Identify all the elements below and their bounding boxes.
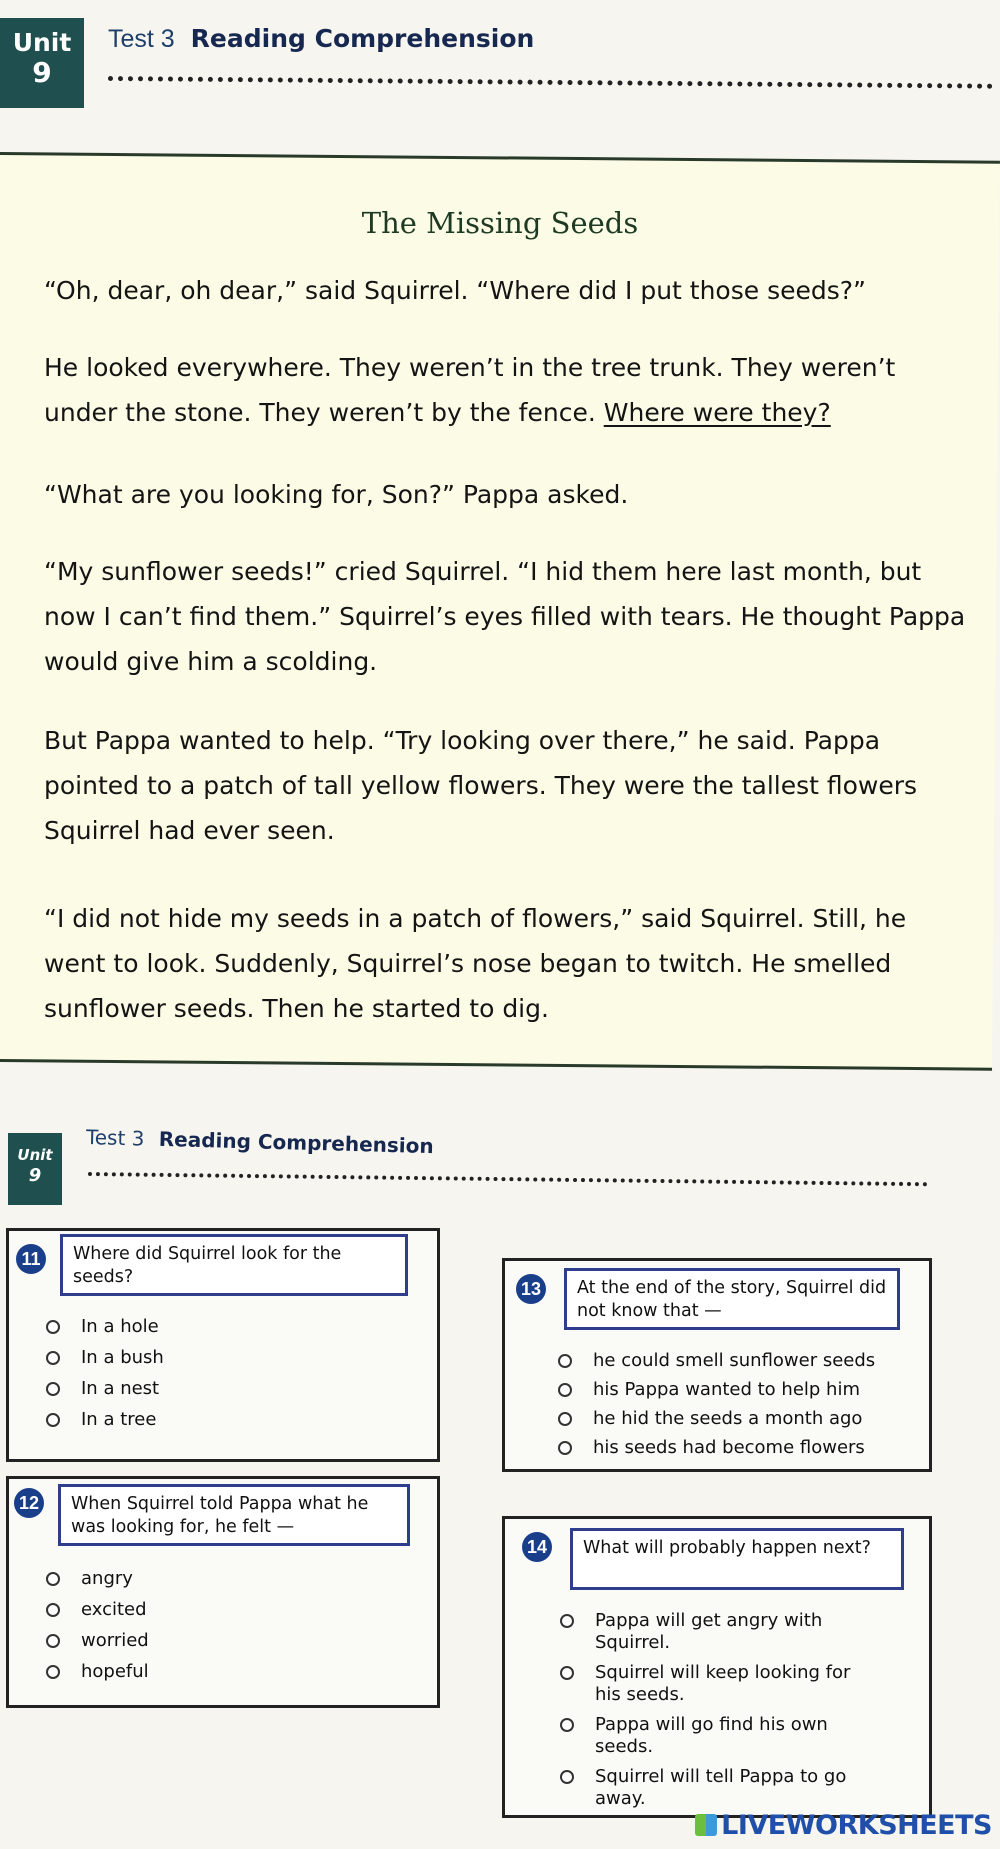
- option-label: Squirrel will keep looking for his seeds.: [595, 1662, 851, 1705]
- dotted-divider: [88, 1172, 928, 1186]
- unit-label: Unit: [12, 28, 72, 57]
- test-header: [108, 24, 534, 54]
- unit-tab-small: [8, 1133, 62, 1205]
- dotted-divider: [108, 76, 993, 89]
- radio-circle[interactable]: [46, 1382, 60, 1396]
- story-paragraph: “My sunflower seeds!” cried Squirrel. “I hid them here last month, but now I can’t find them.” Squirrel’s eyes filled with tears. He thought Pappa would give him a scolding.: [44, 557, 966, 676]
- option-label: Pappa will get angry with Squirrel.: [595, 1610, 823, 1653]
- radio-circle[interactable]: [46, 1413, 60, 1427]
- option-label: his seeds had become flowers: [593, 1437, 865, 1458]
- radio-circle[interactable]: [46, 1665, 60, 1679]
- option-label: hopeful: [81, 1661, 149, 1682]
- unit-tab: [0, 18, 84, 108]
- test-label: Test 3: [85, 1125, 145, 1151]
- option-label: excited: [81, 1599, 147, 1620]
- question-stem: What will probably happen next?: [570, 1528, 904, 1590]
- unit-number: 9: [28, 1165, 42, 1186]
- radio-circle[interactable]: [46, 1634, 60, 1648]
- story-paragraph: [44, 345, 974, 435]
- option-label: In a hole: [81, 1316, 159, 1337]
- radio-circle[interactable]: [558, 1441, 572, 1455]
- option-label: he could smell sunflower seeds: [593, 1350, 876, 1371]
- section-title: Reading Comprehension: [158, 1126, 434, 1159]
- radio-circle[interactable]: [560, 1666, 574, 1680]
- liveworksheets-icon: [695, 1814, 717, 1836]
- story-paragraph: But Pappa wanted to help. “Try looking over there,” he said. Pappa pointed to a patch of tall yellow flowers. They were the tallest flowers Squirrel had ever seen.: [44, 726, 918, 845]
- option-label: his Pappa wanted to help him: [593, 1379, 860, 1400]
- test-label: Test 3: [108, 25, 175, 53]
- option-label: In a nest: [81, 1378, 160, 1399]
- story-paragraph: “I did not hide my seeds in a patch of flowers,” said Squirrel. Still, he went to look. Suddenly, Squirrel’s nose began to twitch. He smelled sunflower seeds. Then he started to dig.: [44, 904, 907, 1023]
- liveworksheets-logo: [695, 1810, 992, 1842]
- question-stem: Where did Squirrel look for the seeds?: [60, 1234, 408, 1296]
- unit-number: 9: [32, 56, 52, 89]
- question-stem: At the end of the story, Squirrel did not know that —: [564, 1268, 900, 1330]
- radio-circle[interactable]: [558, 1412, 572, 1426]
- question-number-badge: 12: [14, 1488, 44, 1518]
- story-title: The Missing Seeds: [361, 206, 639, 240]
- option-label: he hid the seeds a month ago: [593, 1408, 863, 1429]
- story-paragraph-text: He looked everywhere. They weren’t in the tree trunk. They weren’t under the stone. They weren’t by the fence.: [44, 353, 896, 427]
- radio-circle[interactable]: [558, 1354, 572, 1368]
- option-label: worried: [81, 1630, 149, 1651]
- radio-circle[interactable]: [46, 1351, 60, 1365]
- radio-circle[interactable]: [46, 1603, 60, 1617]
- radio-circle[interactable]: [560, 1770, 574, 1784]
- option-label: In a bush: [81, 1347, 164, 1368]
- brand-name: LIVEWORKSHEETS: [721, 1810, 992, 1841]
- unit-label: Unit: [17, 1146, 53, 1164]
- option-label: angry: [81, 1568, 133, 1589]
- question-stem: When Squirrel told Pappa what he was looking for, he felt —: [58, 1484, 410, 1546]
- question-number-badge: 13: [516, 1274, 546, 1304]
- story-paragraph: “What are you looking for, Son?” Pappa asked.: [44, 480, 629, 509]
- radio-circle[interactable]: [46, 1572, 60, 1586]
- option-label: Squirrel will tell Pappa to go away.: [595, 1766, 847, 1809]
- radio-circle[interactable]: [558, 1383, 572, 1397]
- story-paragraph: “Oh, dear, oh dear,” said Squirrel. “Where did I put those seeds?”: [44, 276, 866, 305]
- section-title: Reading Comprehension: [190, 24, 535, 53]
- radio-circle[interactable]: [560, 1718, 574, 1732]
- question-number-badge: 11: [16, 1244, 46, 1274]
- option-label: Pappa will go find his own seeds.: [595, 1714, 828, 1757]
- radio-circle[interactable]: [560, 1614, 574, 1628]
- radio-circle[interactable]: [46, 1320, 60, 1334]
- test-header: [86, 1125, 434, 1158]
- question-number-badge: 14: [522, 1532, 552, 1562]
- option-label: In a tree: [81, 1409, 157, 1430]
- underlined-question: Where were they?: [603, 398, 831, 427]
